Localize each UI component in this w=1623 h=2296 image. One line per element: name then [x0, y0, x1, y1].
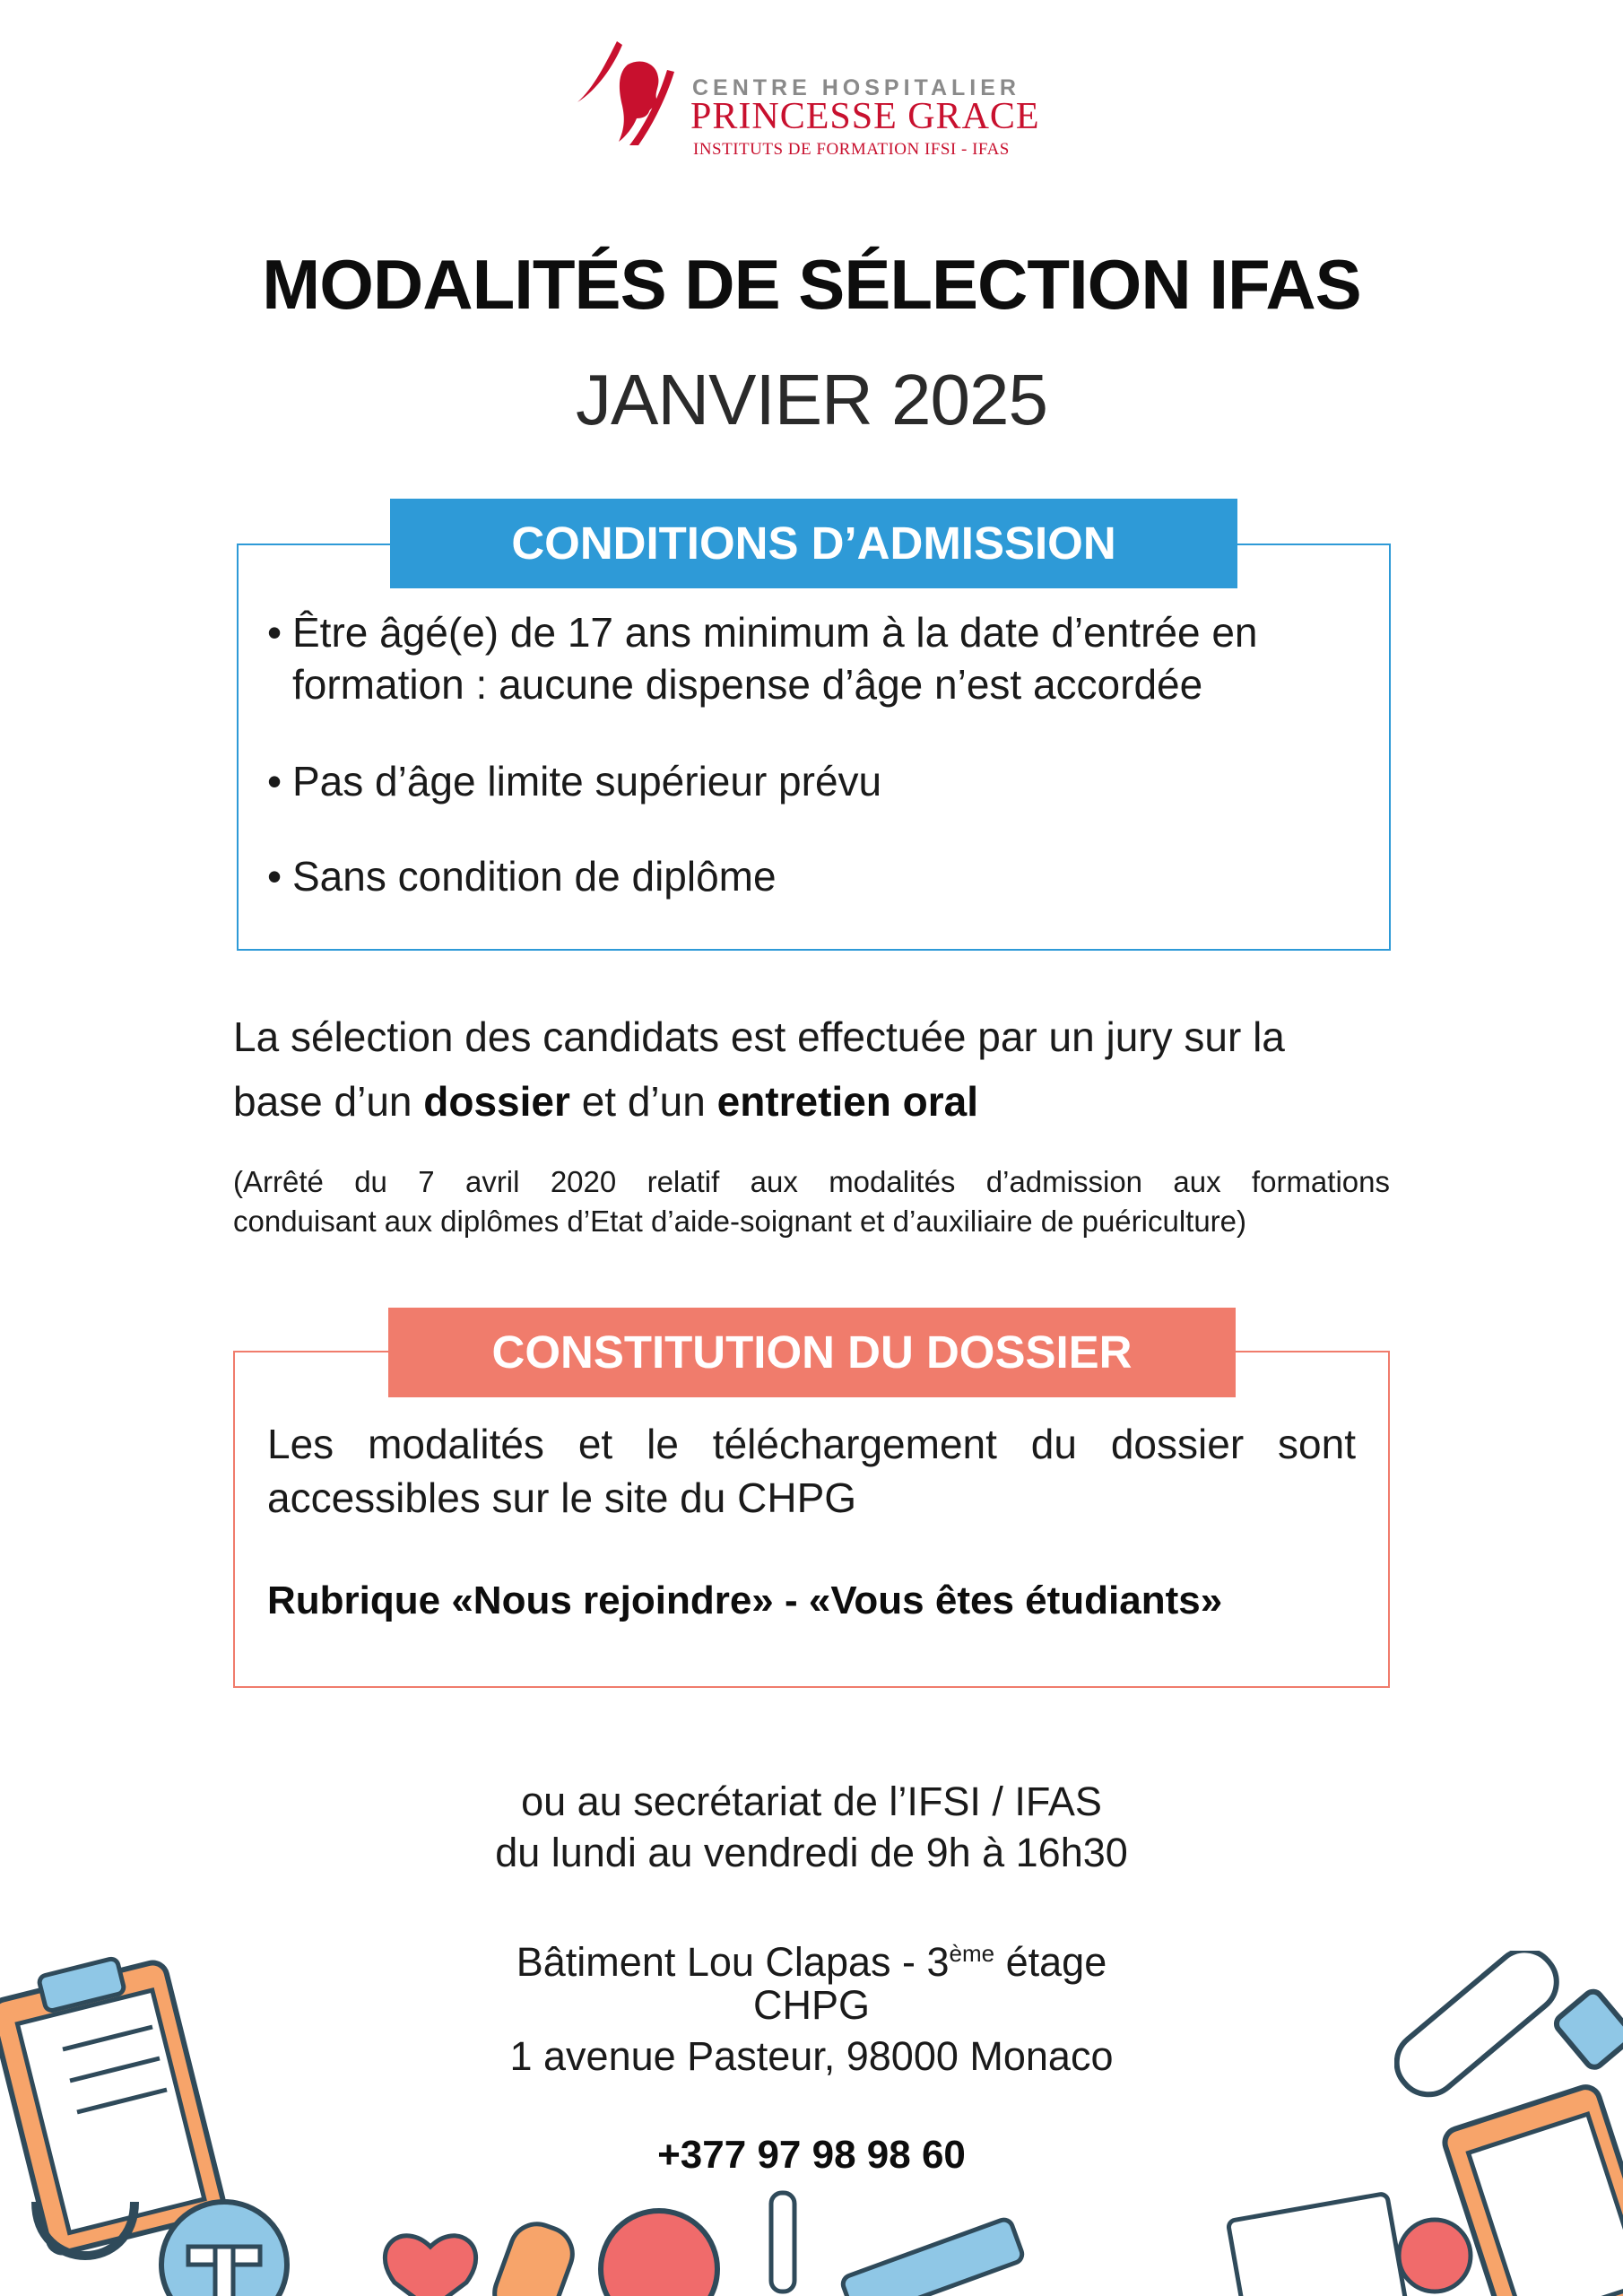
- condition-item: [267, 606, 1258, 710]
- condition-item-line: Être âgé(e) de 17 ans minimum à la date d’entrée en: [292, 609, 1258, 656]
- building-text: étage: [994, 1939, 1107, 1985]
- dossier-text: Les modalités et le téléchargement du dossier sont accessibles sur le site du CHPG: [267, 1421, 1356, 1521]
- bullet-icon: •: [267, 758, 282, 804]
- condition-item-line: formation : aucune dispense d’âge n’est accordée: [292, 661, 1203, 708]
- condition-item: [267, 850, 777, 902]
- selection-text: base d’un: [233, 1078, 424, 1125]
- contact-org: CHPG: [752, 1982, 870, 2028]
- bullet-icon: •: [267, 609, 282, 656]
- selection-bold-dossier: dossier: [423, 1078, 570, 1125]
- test-tube-icon: [771, 2193, 794, 2292]
- building-text: Bâtiment Lou Clapas - 3: [516, 1939, 950, 1985]
- logo: [574, 36, 1040, 170]
- selection-line-2: [233, 1069, 1394, 1134]
- page-subtitle: JANVIER 2025: [575, 360, 1048, 439]
- logo-emblem-icon: [574, 36, 690, 152]
- selection-paragraph: [233, 1004, 1394, 1134]
- heart-icon: [385, 2236, 475, 2296]
- condition-item-line: Sans condition de diplôme: [292, 853, 777, 900]
- page-title: MODALITÉS DE SÉLECTION IFAS: [262, 245, 1361, 324]
- syringe-icon: [840, 2217, 1024, 2296]
- contact-phone[interactable]: +377 97 98 98 60: [657, 2133, 966, 2177]
- apple-icon: [601, 2211, 717, 2296]
- conditions-heading: CONDITIONS D’ADMISSION: [390, 499, 1237, 588]
- condition-item-line: Pas d’âge limite supérieur prévu: [292, 758, 882, 804]
- building-sup: ème: [949, 1940, 995, 1967]
- selection-line-1: La sélection des candidats est effectuée par un jury sur la: [233, 1013, 1285, 1060]
- selection-text: et d’un: [569, 1078, 717, 1125]
- contact-line-2: du lundi au vendredi de 9h à 16h30: [495, 1830, 1128, 1875]
- bandage-icon: [487, 2216, 579, 2296]
- logo-line-2: PRINCESSE GRACE: [690, 96, 1040, 137]
- dossier-heading: CONSTITUTION DU DOSSIER: [388, 1308, 1236, 1397]
- prescription-icon: [1228, 2193, 1471, 2296]
- condition-item: [267, 755, 881, 807]
- logo-line-3: INSTITUTS DE FORMATION IFSI - IFAS: [693, 140, 1010, 159]
- dossier-rubrique: Rubrique «Nous rejoindre» - «Vous êtes étudiants»: [267, 1578, 1223, 1622]
- contact-line-1: ou au secrétariat de l’IFSI / IFAS: [521, 1779, 1102, 1824]
- logo-line-1: CENTRE HOSPITALIER: [692, 75, 1020, 100]
- selection-bold-entretien: entretien oral: [716, 1078, 979, 1125]
- bullet-icon: •: [267, 853, 282, 900]
- legal-note-line-1: (Arrêté du 7 avril 2020 relatif aux modalités d’admission aux formations: [233, 1165, 1390, 1198]
- legal-note-line-2: conduisant aux diplômes d’Etat d’aide-soignant et d’auxiliaire de puériculture): [233, 1205, 1247, 1238]
- contact-address: 1 avenue Pasteur, 98000 Monaco: [509, 2033, 1114, 2079]
